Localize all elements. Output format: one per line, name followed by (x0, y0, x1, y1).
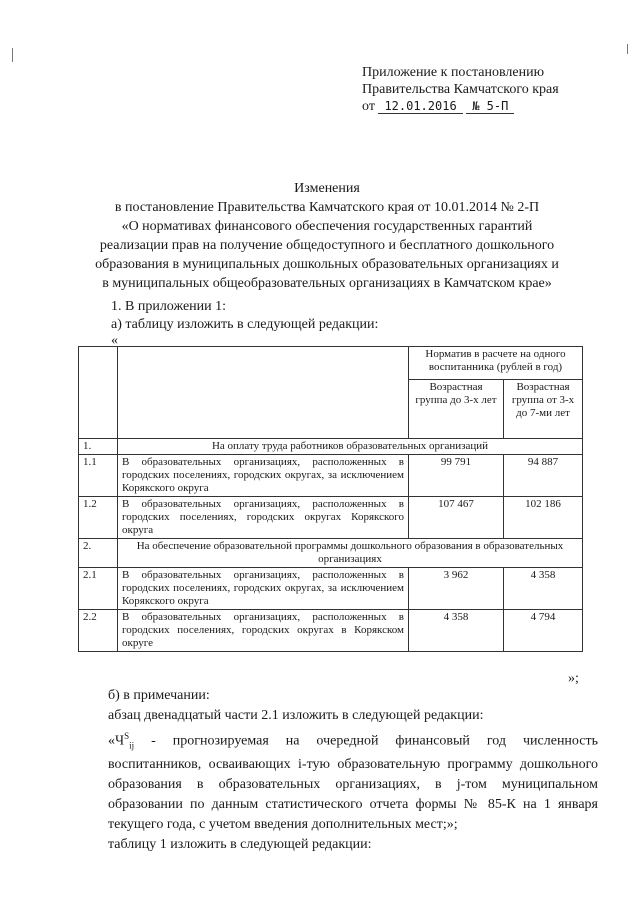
row-value-age2: 94 887 (504, 455, 583, 497)
appendix-line: Правительства Камчатского края (362, 82, 559, 97)
formula-paragraph (78, 726, 598, 835)
table-row (79, 568, 583, 610)
table-row (79, 610, 583, 652)
row-value-age1: 107 467 (409, 497, 504, 539)
quote-close: »; (568, 671, 579, 686)
title-line: реализации прав на получение общедоступного и бесплатного дошкольного (99, 238, 555, 253)
date-prefix: от (362, 99, 375, 114)
formula-subscript: ij (129, 740, 135, 751)
notes-section (78, 686, 598, 855)
row-description: В образовательных организациях, расположенных в городских поселениях, городских округах, за исключением Корякского округа (118, 455, 409, 497)
row-number: 2.1 (79, 568, 118, 610)
table-row (79, 497, 583, 539)
row-number: 2. (79, 539, 118, 568)
section-title: На оплату труда работников образовательных организаций (118, 439, 583, 455)
appendix-date-line (362, 98, 559, 115)
section-title: На обеспечение образовательной программы дошкольного образования в образовательных организациях (118, 539, 583, 568)
table-section-row (79, 439, 583, 455)
row-value-age2: 4 794 (504, 610, 583, 652)
title-line: в муниципальных общеобразовательных организациях в Камчатском крае» (102, 276, 552, 291)
row-value-age1: 3 962 (409, 568, 504, 610)
header-empty-cell (79, 347, 118, 439)
header-age-group-1: Возрастная группа до 3-х лет (409, 380, 504, 439)
header-empty-cell (118, 347, 409, 439)
margin-mark (627, 44, 628, 54)
number-value: № 5-П (466, 99, 514, 114)
item-1b: б) в примечании: (108, 688, 210, 703)
row-description: В образовательных организациях, расположенных в городских поселениях, городских округах, за исключением Корякского округа (118, 568, 409, 610)
norms-table (78, 346, 583, 652)
appendix-header (362, 64, 559, 115)
table-section-row (79, 539, 583, 568)
title-line: «О нормативах финансового обеспечения государственных гарантий (121, 219, 533, 234)
table-header-row (79, 347, 583, 380)
margin-mark (12, 48, 13, 62)
formula-open: «Ч (108, 733, 125, 749)
header-norm: Норматив в расчете на одного воспитанника (рублей в год) (409, 347, 583, 380)
row-number: 1. (79, 439, 118, 455)
date-value: 12.01.2016 (378, 99, 462, 114)
appendix-line: Приложение к постановлению (362, 65, 545, 80)
row-description: В образовательных организациях, расположенных в городских поселениях, городских округах Корякского округа (118, 497, 409, 539)
row-value-age1: 99 791 (409, 455, 504, 497)
formula-superscript: S (124, 731, 130, 741)
row-number: 1.2 (79, 497, 118, 539)
row-number: 2.2 (79, 610, 118, 652)
title-line: образования в муниципальных дошкольных образовательных организациях и (95, 257, 559, 272)
header-age-group-2: Возрастная группа от 3-х до 7-ми лет (504, 380, 583, 439)
formula-text: - прогнозируемая на очередной финансовый год численность воспитанников, осваивающих i-тую образовательную программу дошкольного образования в образовательных организациях, в j-том муниципальном образовании по данным статистического отчета формы № 85-К на 1 января текущего года, с учетом введения дополнительных мест;»; (108, 733, 598, 833)
title-line: в постановление Правительства Камчатского края от 10.01.2014 № 2-П (114, 200, 540, 215)
item-1a: а) таблицу изложить в следующей редакции: (111, 317, 379, 332)
row-value-age2: 4 358 (504, 568, 583, 610)
row-number: 1.1 (79, 455, 118, 497)
title-heading: Изменения (294, 181, 360, 196)
row-value-age1: 4 358 (409, 610, 504, 652)
document-title (80, 179, 574, 293)
row-value-age2: 102 186 (504, 497, 583, 539)
quote-open: « (111, 333, 118, 348)
paragraph-intro: абзац двенадцатый части 2.1 изложить в следующей редакции: (108, 708, 484, 723)
item-1: 1. В приложении 1: (111, 299, 227, 314)
table1-instruction: таблицу 1 изложить в следующей редакции: (108, 837, 372, 853)
row-description: В образовательных организациях, расположенных в городских поселениях, городских округах в Корякском округе (118, 610, 409, 652)
table-row (79, 455, 583, 497)
